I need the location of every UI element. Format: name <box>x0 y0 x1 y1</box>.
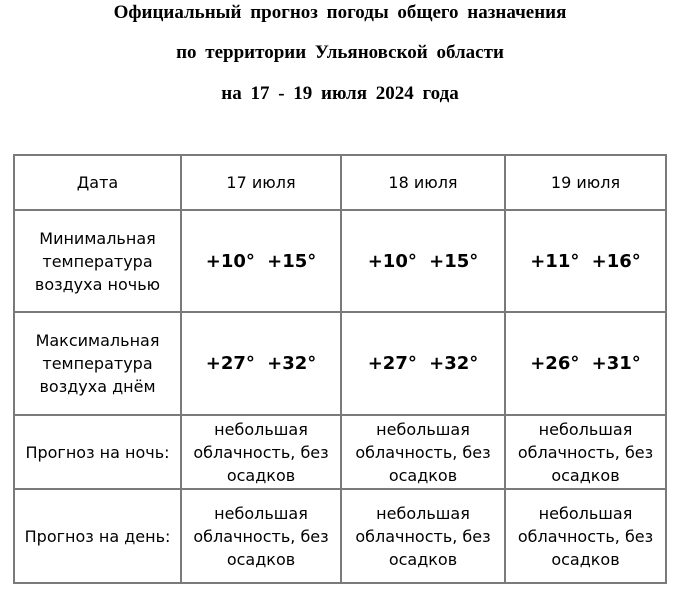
table-header-row <box>14 155 666 210</box>
forecast-table <box>13 154 667 584</box>
max-temp-17: +27° +32° <box>181 312 341 415</box>
row-label-night-forecast: Прогноз на ночь: <box>14 415 181 489</box>
header-date-18: 18 июля <box>341 155 505 210</box>
header-date-19: 19 июля <box>505 155 666 210</box>
min-temp-17: +10° +15° <box>181 210 341 312</box>
row-label-max-temp: Максимальная температура воздуха днём <box>14 312 181 415</box>
table-row-day-forecast <box>14 489 666 583</box>
night-forecast-18: небольшая облачность, без осадков <box>341 415 505 489</box>
night-forecast-19: небольшая облачность, без осадков <box>505 415 666 489</box>
night-forecast-17: небольшая облачность, без осадков <box>181 415 341 489</box>
title-line-1: Официальный прогноз погоды общего назначения <box>113 2 567 23</box>
title-line-3: на 17 - 19 июля 2024 года <box>221 83 459 104</box>
row-label-min-temp: Минимальная температура воздуха ночью <box>14 210 181 312</box>
min-temp-19: +11° +16° <box>505 210 666 312</box>
table-row-min-temp <box>14 210 666 312</box>
table-row-night-forecast <box>14 415 666 489</box>
max-temp-18: +27° +32° <box>341 312 505 415</box>
row-label-day-forecast: Прогноз на день: <box>14 489 181 583</box>
table-row-max-temp <box>14 312 666 415</box>
day-forecast-19: небольшая облачность, без осадков <box>505 489 666 583</box>
header-date-17: 17 июля <box>181 155 341 210</box>
max-temp-19: +26° +31° <box>505 312 666 415</box>
header-date-label: Дата <box>14 155 181 210</box>
day-forecast-18: небольшая облачность, без осадков <box>341 489 505 583</box>
day-forecast-17: небольшая облачность, без осадков <box>181 489 341 583</box>
title-line-2: по территории Ульяновской области <box>176 42 504 63</box>
min-temp-18: +10° +15° <box>341 210 505 312</box>
